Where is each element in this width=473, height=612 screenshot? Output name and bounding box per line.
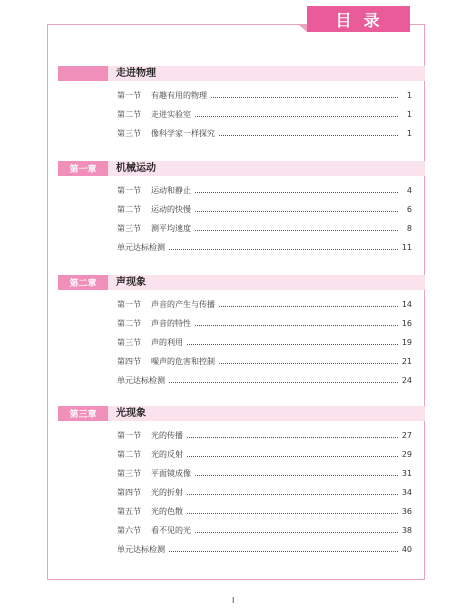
entry-page-number: 34 — [401, 488, 412, 497]
section-title: 走进物理 — [116, 68, 156, 79]
section-header-bar — [108, 275, 425, 290]
section-title: 机械运动 — [116, 163, 156, 174]
entry-page-number: 1 — [406, 129, 412, 138]
toc-entry[interactable] — [117, 86, 412, 105]
section-header-bar — [108, 406, 425, 421]
entry-number: 第二节 — [117, 205, 141, 214]
toc-entry[interactable] — [117, 521, 412, 540]
entry-title: 走进实验室 — [151, 110, 191, 119]
entry-page-number: 4 — [406, 186, 412, 195]
page-number: I — [232, 596, 235, 605]
entry-page-number: 38 — [401, 526, 412, 535]
entry-number: 第六节 — [117, 526, 141, 535]
entry-number: 第一节 — [117, 91, 141, 100]
dot-leader — [195, 192, 398, 193]
dot-leader — [187, 513, 398, 514]
toc-title: 目录 — [307, 6, 410, 32]
toc-entry[interactable] — [117, 352, 412, 371]
entry-title: 光的折射 — [151, 488, 183, 497]
toc-entry[interactable] — [117, 200, 412, 219]
entry-page-number: 40 — [401, 545, 412, 554]
toc-entry[interactable] — [117, 502, 412, 521]
toc-entry[interactable] — [117, 181, 412, 200]
chapter-label: 第三章 — [58, 406, 108, 421]
toc-entry[interactable] — [117, 426, 412, 445]
section-header — [58, 406, 425, 421]
entry-number: 第二节 — [117, 110, 141, 119]
toc-section — [58, 66, 425, 143]
entry-title: 声音的特性 — [151, 319, 191, 328]
entry-number: 第一节 — [117, 431, 141, 440]
entry-title: 平面镜成像 — [151, 469, 191, 478]
entry-page-number: 1 — [406, 91, 412, 100]
entry-number: 第一节 — [117, 300, 141, 309]
toc-entry[interactable] — [117, 295, 412, 314]
toc-entry[interactable] — [117, 540, 412, 559]
dot-leader — [187, 494, 398, 495]
entry-number: 第三节 — [117, 338, 141, 347]
chapter-label — [58, 66, 108, 81]
entry-title: 噪声的危害和控制 — [151, 357, 215, 366]
entry-title: 声的利用 — [151, 338, 183, 347]
entry-page-number: 11 — [401, 243, 412, 252]
entry-title: 单元达标检测 — [117, 243, 165, 252]
dot-leader — [187, 456, 398, 457]
chapter-label: 第一章 — [58, 161, 108, 176]
entry-page-number: 16 — [401, 319, 412, 328]
entry-page-number: 31 — [401, 469, 412, 478]
toc-entry[interactable] — [117, 238, 412, 257]
toc-entry[interactable] — [117, 333, 412, 352]
toc-entry[interactable] — [117, 314, 412, 333]
section-header — [58, 275, 425, 290]
entry-title: 运动的快慢 — [151, 205, 191, 214]
dot-leader — [187, 437, 398, 438]
section-header — [58, 66, 425, 81]
entry-page-number: 36 — [401, 507, 412, 516]
dot-leader — [195, 116, 398, 117]
entry-title: 单元达标检测 — [117, 376, 165, 385]
dot-leader — [195, 230, 398, 231]
dot-leader — [219, 306, 398, 307]
entry-page-number: 1 — [406, 110, 412, 119]
entry-page-number: 21 — [401, 357, 412, 366]
entry-page-number: 19 — [401, 338, 412, 347]
entry-number: 第三节 — [117, 224, 141, 233]
entry-page-number: 8 — [406, 224, 412, 233]
entry-title: 看不见的光 — [151, 526, 191, 535]
dot-leader — [195, 475, 398, 476]
toc-section — [58, 161, 425, 257]
section-header — [58, 161, 425, 176]
entry-number: 第二节 — [117, 319, 141, 328]
dot-leader — [169, 551, 398, 552]
toc-entry[interactable] — [117, 105, 412, 124]
toc-section — [58, 275, 425, 390]
section-title: 光现象 — [116, 408, 146, 419]
entry-page-number: 14 — [401, 300, 412, 309]
toc-entry[interactable] — [117, 371, 412, 390]
entry-title: 光的色散 — [151, 507, 183, 516]
toc-entry[interactable] — [117, 445, 412, 464]
toc-entry[interactable] — [117, 483, 412, 502]
title-tab-fold — [298, 24, 307, 32]
entry-title: 光的反射 — [151, 450, 183, 459]
entry-page-number: 24 — [401, 376, 412, 385]
dot-leader — [195, 211, 398, 212]
entry-list — [58, 295, 425, 390]
toc-entry[interactable] — [117, 464, 412, 483]
entry-title: 单元达标检测 — [117, 545, 165, 554]
entry-number: 第一节 — [117, 186, 141, 195]
entry-list — [58, 426, 425, 559]
entry-title: 像科学家一样探究 — [151, 129, 215, 138]
entry-number: 第三节 — [117, 129, 141, 138]
entry-number: 第三节 — [117, 469, 141, 478]
dot-leader — [169, 382, 398, 383]
entry-title: 声音的产生与传播 — [151, 300, 215, 309]
entry-list — [58, 86, 425, 143]
dot-leader — [219, 363, 398, 364]
chapter-label: 第二章 — [58, 275, 108, 290]
entry-number: 第五节 — [117, 507, 141, 516]
dot-leader — [211, 97, 398, 98]
dot-leader — [187, 344, 398, 345]
entry-title: 运动和静止 — [151, 186, 191, 195]
entry-number: 第二节 — [117, 450, 141, 459]
entry-title: 测平均速度 — [151, 224, 191, 233]
entry-list — [58, 181, 425, 257]
toc-entry[interactable] — [117, 124, 412, 143]
entry-title: 光的传播 — [151, 431, 183, 440]
dot-leader — [219, 135, 398, 136]
entry-page-number: 27 — [401, 431, 412, 440]
dot-leader — [195, 532, 398, 533]
entry-number: 第四节 — [117, 357, 141, 366]
entry-number: 第四节 — [117, 488, 141, 497]
dot-leader — [169, 249, 398, 250]
entry-page-number: 6 — [406, 205, 412, 214]
toc-section — [58, 406, 425, 559]
section-title: 声现象 — [116, 277, 146, 288]
toc-entry[interactable] — [117, 219, 412, 238]
dot-leader — [195, 325, 398, 326]
entry-title: 有趣有用的物理 — [151, 91, 207, 100]
entry-page-number: 29 — [401, 450, 412, 459]
